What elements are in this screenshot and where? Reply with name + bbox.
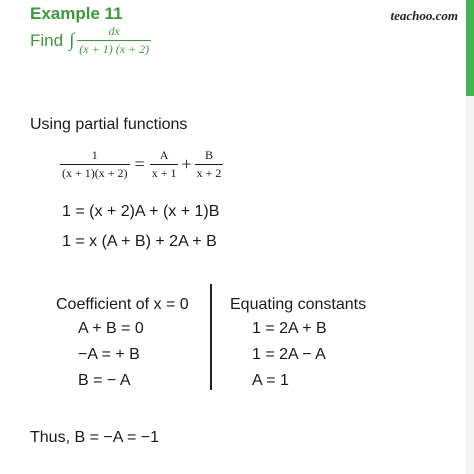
integral-sign: ∫ <box>69 29 75 51</box>
partial-fraction-equation <box>60 148 223 181</box>
find-question <box>30 24 151 57</box>
lhs-numerator: 1 <box>91 148 98 162</box>
coefficient-heading: Coefficient of x = 0 <box>56 296 189 313</box>
vertical-scrollbar[interactable] <box>466 0 474 474</box>
coefficient-line: B = − A <box>78 372 131 389</box>
lhs-fraction <box>60 148 130 181</box>
integrand-numerator: dx <box>108 24 120 38</box>
integrand-fraction <box>77 24 151 57</box>
constants-line: 1 = 2A + B <box>252 320 327 337</box>
example-title: Example 11 <box>30 4 123 23</box>
term-b-fraction <box>195 148 224 181</box>
conclusion-text: Thus, B = −A = −1 <box>30 429 159 446</box>
scrollbar-thumb[interactable] <box>466 0 474 96</box>
coefficient-line: −A = + B <box>78 346 140 363</box>
term-a-fraction <box>150 148 179 181</box>
term-a-denominator: x + 1 <box>151 166 177 180</box>
constants-line: 1 = 2A − A <box>252 346 326 363</box>
constants-line: A = 1 <box>252 372 289 389</box>
term-a-numerator: A <box>159 148 169 162</box>
teachoo-logo: teachoo.com <box>390 8 458 23</box>
method-text: Using partial functions <box>30 116 188 133</box>
column-divider <box>210 284 212 390</box>
step-line: 1 = x (A + B) + 2A + B <box>62 233 217 250</box>
lhs-denominator: (x + 1)(x + 2) <box>62 166 128 180</box>
coefficient-line: A + B = 0 <box>78 320 144 337</box>
equals-sign: = <box>134 154 145 174</box>
term-b-denominator: x + 2 <box>196 166 222 180</box>
find-label: Find <box>30 30 64 50</box>
plus-sign: + <box>181 154 192 174</box>
integrand-denominator: (x + 1) (x + 2) <box>79 42 150 56</box>
constants-heading: Equating constants <box>230 296 367 313</box>
term-b-numerator: B <box>205 148 214 162</box>
step-line: 1 = (x + 2)A + (x + 1)B <box>62 203 220 220</box>
